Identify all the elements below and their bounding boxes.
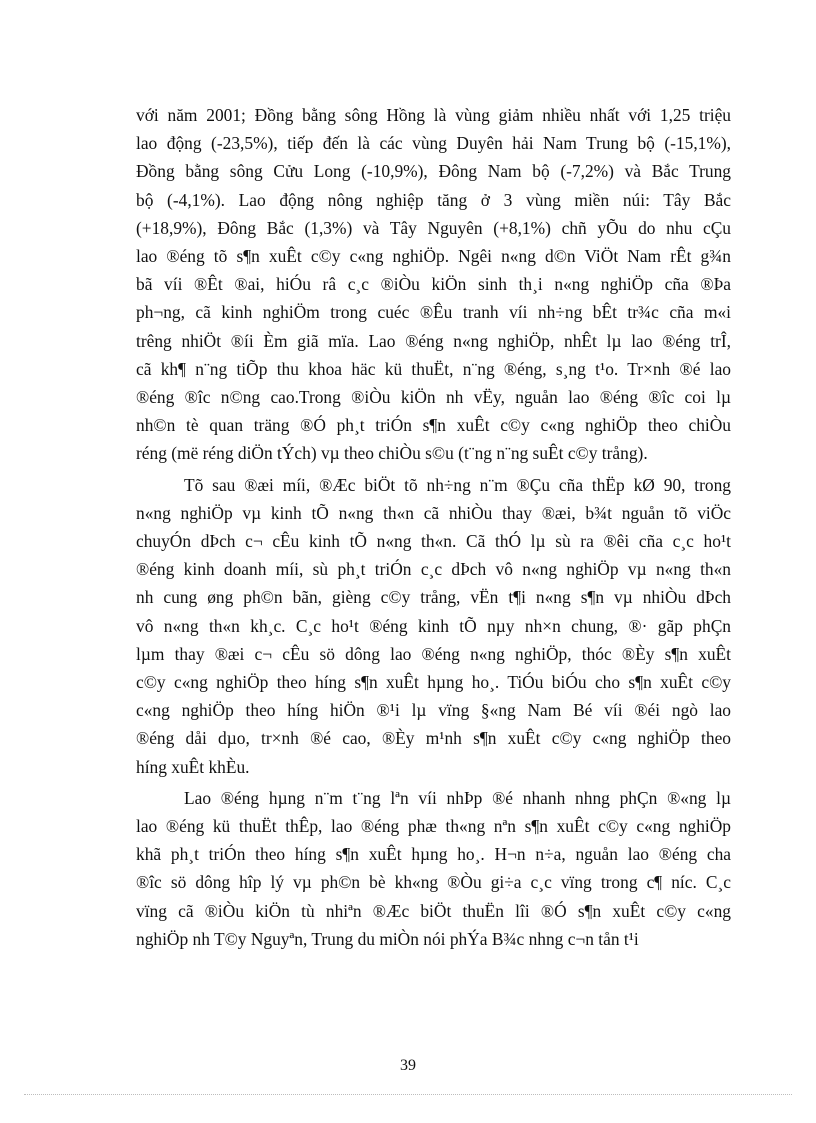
text-line: ®éng dåi dµo, tr×nh ®é cao, ®Èy m¹nh s¶n xuÊt c©y c«ng nghiÖp theo — [136, 728, 731, 749]
text-line: vô n«ng th«n kh¸c. C¸c ho¹t ®éng kinh tÕ nµy nh×n chung, ®· gãp phÇn — [136, 615, 731, 636]
text-line: nh cung øng ph©n bãn, gièng c©y trång, vËn t¶i n«ng s¶n vµ nhiÒu dÞch — [136, 587, 731, 608]
text-line: Lao ®éng hµng n¨m t¨ng lªn víi nhÞp ®é nhanh nhng phÇn ®«ng lµ — [184, 787, 731, 808]
text-line: n«ng nghiÖp vµ kinh tÕ n«ng th«n cã nhiÒu thay ®æi, b¾t nguån tõ viÖc — [136, 502, 731, 523]
text-line: (+18,9%), Đông Bắc (1,3%) và Tây Nguyên (+8,1%) chñ yÕu do nhu cÇu — [136, 217, 731, 238]
text-line: c«ng nghiÖp theo híng hiÖn ®¹i lµ vïng §«ng Nam Bé víi ®éi ngò lao — [136, 700, 731, 721]
paragraph — [136, 101, 731, 468]
text-line: cã kh¶ n¨ng tiÕp thu khoa häc kü thuËt, n¨ng ®éng, s¸ng t¹o. Tr×nh ®é lao — [136, 358, 731, 379]
text-line: réng (më réng diÖn tÝch) vµ theo chiÒu s©u (t¨ng n¨ng suÊt c©y trång). — [136, 443, 648, 464]
text-line: ph¬ng, cã kinh nghiÖm trong cuéc ®Êu tranh víi nh÷ng bÊt tr¾c cña m«i — [136, 302, 731, 323]
text-line: híng xuÊt khÈu. — [136, 756, 250, 777]
text-line: trêng nhiÖt ®íi Èm giã mïa. Lao ®éng n«ng nghiÖp, nhÊt lµ lao ®éng trÎ, — [136, 330, 731, 351]
footer-divider — [24, 1094, 792, 1095]
text-line: ®éng ®îc n©ng cao.Trong ®iÒu kiÖn nh vËy, nguån lao ®éng ®îc coi lµ — [136, 387, 731, 408]
text-line: ®éng kinh doanh míi, sù ph¸t triÓn c¸c dÞch vô n«ng nghiÖp vµ n«ng th«n — [136, 559, 731, 580]
text-line: ®îc sö dông hîp lý vµ ph©n bè kh«ng ®Òu gi÷a c¸c vïng trong c¶ níc. C¸c — [136, 872, 731, 893]
text-line: lµm thay ®æi c¬ cÊu sö dông lao ®éng n«ng nghiÖp, thóc ®Èy s¶n xuÊt — [136, 643, 731, 664]
text-line: c©y c«ng nghiÖp theo híng s¶n xuÊt hµng ho¸. TiÓu biÓu cho s¶n xuÊt c©y — [136, 672, 731, 693]
text-line: bã víi ®Êt ®ai, hiÓu râ c¸c ®iÒu kiÖn sinh th¸i n«ng nghiÖp cña ®Þa — [136, 274, 731, 295]
text-line: lao động (-23,5%), tiếp đến là các vùng Duyên hải Nam Trung bộ (-15,1%), — [136, 133, 731, 154]
text-line: Tõ sau ®æi míi, ®Æc biÖt tõ nh÷ng n¨m ®Çu cña thËp kØ 90, trong — [184, 474, 731, 495]
text-line: chuyÓn dÞch c¬ cÊu kinh tÕ n«ng th«n. Cã thÓ lµ sù ra ®êi cña c¸c ho¹t — [136, 531, 731, 552]
body-text — [136, 101, 731, 956]
text-line: lao ®éng tõ s¶n xuÊt c©y c«ng nghiÖp. Ngêi n«ng d©n ViÖt Nam rÊt g¾n — [136, 246, 731, 267]
text-line: vïng cã ®iÒu kiÖn tù nhiªn ®Æc biÖt thuËn lîi ®Ó s¶n xuÊt c©y c«ng — [136, 900, 731, 921]
text-line: Đồng bằng sông Cửu Long (-10,9%), Đông Nam bộ (-7,2%) và Bắc Trung — [136, 161, 731, 182]
paragraph — [136, 784, 731, 953]
text-line: với năm 2001; Đồng bằng sông Hồng là vùng giảm nhiều nhất với 1,25 triệu — [136, 105, 731, 125]
text-line: lao ®éng kü thuËt thÊp, lao ®éng phæ th«ng nªn s¶n xuÊt c©y c«ng nghiÖp — [136, 816, 731, 837]
text-line: nh©n tè quan träng ®Ó ph¸t triÓn s¶n xuÊt c©y c«ng nghiÖp theo chiÒu — [136, 415, 731, 436]
text-line: bộ (-4,1%). Lao động nông nghiệp tăng ở 3 vùng miền núi: Tây Bắc — [136, 189, 731, 210]
paragraph — [136, 471, 731, 781]
page-number: 39 — [400, 1057, 416, 1074]
text-line: nghiÖp nh T©y Nguyªn, Trung du miÒn nói phÝa B¾c nhng c¬n tån t¹i — [136, 928, 639, 949]
text-line: khã ph¸t triÓn theo híng s¶n xuÊt hµng ho¸. H¬n n÷a, nguån lao ®éng cha — [136, 844, 731, 865]
